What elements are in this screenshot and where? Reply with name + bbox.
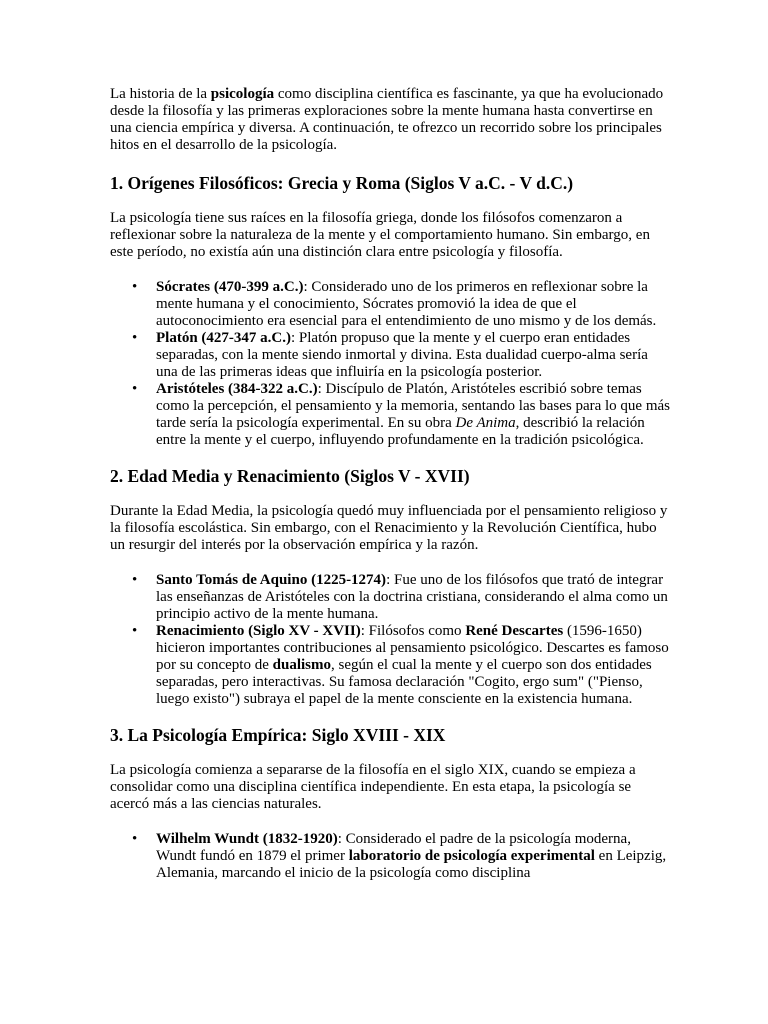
text-run: , según el cual la mente y el cuerpo son dos entidades separadas, pero interactivas. Su famosa declaración "Cogito, ergo sum" ("Pienso, luego existo") subraya el papel de la mente consciente en la existencia humana. xyxy=(156,657,652,707)
bullet-icon: • xyxy=(132,623,138,639)
text-run: La psicología tiene sus raíces en la filosofía griega, donde los filósofos comenzaron a reflexionar sobre la naturaleza de la mente y el comportamiento humano. Sin embargo, en este período, no existía aún una distinción clara entre psicología y filosofía. xyxy=(110,210,650,260)
list-item-text xyxy=(156,279,656,329)
italic-text: De Anima xyxy=(455,415,516,431)
text-run: : Platón propuso que la mente y el cuerpo eran entidades separadas, con la mente siendo inmortal y divina. Esta dualidad cuerpo-alma sería una de las primeras ideas que influiría en la psicología posterior. xyxy=(156,330,648,380)
bold-text: Aristóteles (384-322 a.C.) xyxy=(156,381,318,397)
bold-text: René Descartes xyxy=(465,623,564,639)
text-run: La psicología comienza a separarse de la filosofía en el siglo XIX, cuando se empieza a consolidar como una disciplina científica independiente. En esta etapa, la psicología se acercó más a las ciencias naturales. xyxy=(110,762,636,812)
text-run: : Fue uno de los filósofos que trató de integrar las enseñanzas de Aristóteles con la doctrina cristiana, considerando el alma como un principio activo de la mente humana. xyxy=(156,572,668,622)
bullet-icon: • xyxy=(132,381,138,397)
text-run: , describió la relación entre la mente y el cuerpo, influyendo profundamente en la tradición psicológica. xyxy=(156,415,645,448)
text-run: Durante la Edad Media, la psicología quedó muy influenciada por el pensamiento religioso y la filosofía escolástica. Sin embargo, con el Renacimiento y la Revolución Científica, hubo un resurgir del interés por la observación empírica y la razón. xyxy=(110,503,668,553)
list-item xyxy=(110,381,670,449)
text-run: en Leipzig, Alemania, marcando el inicio de la psicología como disciplina xyxy=(156,848,667,881)
bold-text: laboratorio de psicología experimental xyxy=(348,848,595,864)
bold-text: Platón (427-347 a.C.) xyxy=(156,330,291,346)
bold-text: psicología xyxy=(210,86,275,102)
bold-text: Sócrates (470-399 a.C.) xyxy=(156,279,304,295)
bullet-icon: • xyxy=(132,572,138,588)
bold-text: Wilhelm Wundt (1832-1920) xyxy=(156,831,338,847)
bullet-icon: • xyxy=(132,330,138,346)
list-item-text xyxy=(156,381,670,448)
bullet-icon: • xyxy=(132,279,138,295)
text-run: (1596-1650) hicieron importantes contribuciones al pensamiento psicológico. Descartes es famoso por su concepto de xyxy=(156,623,669,673)
intro-paragraph xyxy=(110,86,670,154)
list-item xyxy=(110,831,670,882)
section-1 xyxy=(110,172,670,449)
section-3 xyxy=(110,724,670,882)
text-run: : Considerado el padre de la psicología moderna, Wundt fundó en 1879 el primer xyxy=(156,831,631,864)
bullet-list xyxy=(110,279,670,449)
text-run: : Filósofos como xyxy=(360,623,466,639)
text-run: como disciplina científica es fascinante, ya que ha evolucionado desde la filosofía y las primeras exploraciones sobre la mente humana hasta convertirse en una ciencia empírica y diversa. A continuación, te ofrezco un recorrido sobre los principales hitos en el desarrollo de la psicología. xyxy=(110,86,664,153)
document-body xyxy=(110,86,670,898)
section-heading: 3. La Psicología Empírica: Siglo XVIII - XIX xyxy=(110,725,446,745)
text-run: : Considerado uno de los primeros en reflexionar sobre la mente humana y el conocimiento, Sócrates promovió la idea de que el autoconocimiento era esencial para el entendimiento de uno mismo y de los demás. xyxy=(156,279,657,329)
bullet-list xyxy=(110,831,670,882)
bold-text: Renacimiento (Siglo XV - XVII) xyxy=(156,623,361,639)
list-item-text xyxy=(156,330,648,380)
section-heading: 2. Edad Media y Renacimiento (Siglos V - XVII) xyxy=(110,466,470,486)
bold-text: dualismo xyxy=(272,657,331,673)
section-2 xyxy=(110,465,670,708)
list-item-text xyxy=(156,572,668,622)
list-item xyxy=(110,623,670,708)
list-item-text xyxy=(156,623,669,707)
bold-text: Santo Tomás de Aquino (1225-1274) xyxy=(156,572,387,588)
bullet-list xyxy=(110,572,670,708)
section-heading: 1. Orígenes Filosóficos: Grecia y Roma (Siglos V a.C. - V d.C.) xyxy=(110,173,574,193)
section-paragraph xyxy=(110,210,670,261)
list-item xyxy=(110,279,670,330)
bullet-icon: • xyxy=(132,831,138,847)
list-item xyxy=(110,330,670,381)
text-run: La historia de la xyxy=(110,86,211,102)
list-item-text xyxy=(156,831,666,881)
section-paragraph xyxy=(110,503,670,554)
text-run: : Discípulo de Platón, Aristóteles escribió sobre temas como la percepción, el pensamiento y la memoria, sentando las bases para lo que más tarde sería la psicología experimental. En su obra xyxy=(156,381,670,431)
list-item xyxy=(110,572,670,623)
section-paragraph xyxy=(110,762,670,813)
